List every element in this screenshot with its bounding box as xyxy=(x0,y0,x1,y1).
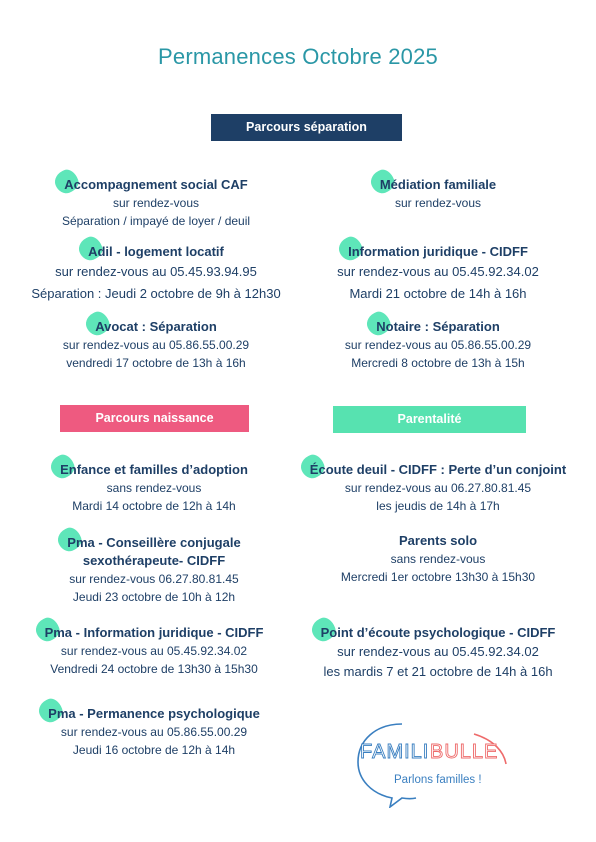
entry-detail: sur rendez-vous au 05.45.92.34.02 xyxy=(337,264,539,279)
entry-pma-info-juridique xyxy=(14,624,294,678)
familibulle-logo xyxy=(354,718,524,808)
entry-title: Parents solo xyxy=(398,533,478,548)
section-header-parentalite: Parentalité xyxy=(333,406,526,433)
entry-detail: Mardi 21 octobre de 14h à 16h xyxy=(349,286,527,301)
entry-detail: vendredi 17 octobre de 13h à 16h xyxy=(66,356,246,370)
entry-title: Pma - Permanence psychologique xyxy=(48,706,260,721)
entry-title: Information juridique - CIDFF xyxy=(348,244,528,259)
entry-title-line2: sexothérapeute- CIDFF xyxy=(82,553,226,568)
entry-caf xyxy=(16,176,296,230)
entry-ecoute-deuil xyxy=(292,461,584,515)
entry-detail: Vendredi 24 octobre de 13h30 à 15h30 xyxy=(50,662,258,676)
entry-detail: Mercredi 1er octobre 13h30 à 15h30 xyxy=(340,570,536,584)
entry-detail: Mardi 14 octobre de 12h à 14h xyxy=(72,499,236,513)
entry-pma-conseillere xyxy=(14,534,294,606)
entry-title: Point d’écoute psychologique - CIDFF xyxy=(320,625,556,640)
entry-point-ecoute xyxy=(292,624,584,682)
speech-bubble-icon xyxy=(354,718,524,808)
entry-title: Adil - logement locatif xyxy=(88,244,224,259)
entry-detail: sur rendez-vous au 05.45.93.94.95 xyxy=(55,264,257,279)
entry-title: Écoute deuil - CIDFF : Perte d’un conjoint xyxy=(309,462,567,477)
entry-detail: Séparation : Jeudi 2 octobre de 9h à 12h30 xyxy=(31,286,281,301)
entry-adil xyxy=(16,243,296,305)
entry-detail: les mardis 7 et 21 octobre de 14h à 16h xyxy=(323,664,553,679)
entry-detail: sur rendez-vous xyxy=(112,196,200,210)
entry-title: Enfance et familles d’adoption xyxy=(60,462,248,477)
entry-detail: sans rendez-vous xyxy=(106,481,202,495)
entry-detail: sur rendez-vous 06.27.80.81.45 xyxy=(69,572,239,586)
entry-title: Avocat : Séparation xyxy=(95,319,217,334)
entry-detail: sur rendez-vous au 05.86.55.00.29 xyxy=(344,338,532,352)
entry-pma-psychologique xyxy=(14,705,294,759)
entry-detail: sans rendez-vous xyxy=(390,552,486,566)
entry-title: Pma - Conseillère conjugale xyxy=(67,535,241,550)
entry-title: Médiation familiale xyxy=(379,177,497,192)
entry-mediation xyxy=(298,176,578,212)
entry-detail: sur rendez-vous au 05.45.92.34.02 xyxy=(337,644,539,659)
entry-adoption xyxy=(14,461,294,515)
entry-avocat xyxy=(16,318,296,372)
entry-detail: les jeudis de 14h à 17h xyxy=(376,499,500,513)
entry-info-juridique xyxy=(298,243,578,305)
entry-detail: sur rendez-vous au 05.86.55.00.29 xyxy=(62,338,250,352)
entry-detail: sur rendez-vous au 05.45.92.34.02 xyxy=(60,644,248,658)
logo-word-bulle: BULLE xyxy=(430,741,499,763)
entry-parents-solo xyxy=(292,532,584,586)
entry-detail: Séparation / impayé de loyer / deuil xyxy=(61,214,251,228)
entry-detail: sur rendez-vous xyxy=(394,196,482,210)
section-header-naissance: Parcours naissance xyxy=(60,405,249,432)
entry-detail: Mercredi 8 octobre de 13h à 15h xyxy=(351,356,525,370)
entry-detail: Jeudi 16 octobre de 12h à 14h xyxy=(72,743,236,757)
entry-detail: Jeudi 23 octobre de 10h à 12h xyxy=(72,590,236,604)
section-header-separation: Parcours séparation xyxy=(211,114,402,141)
logo-tagline: Parlons familles ! xyxy=(394,774,482,786)
entry-detail: sur rendez-vous au 05.86.55.00.29 xyxy=(60,725,248,739)
logo-word-famili: FAMILI xyxy=(360,741,430,763)
entry-title: Notaire : Séparation xyxy=(376,319,500,334)
entry-detail: sur rendez-vous au 06.27.80.81.45 xyxy=(344,481,532,495)
entry-title: Accompagnement social CAF xyxy=(64,177,248,192)
entry-title: Pma - Information juridique - CIDFF xyxy=(44,625,264,640)
entry-notaire xyxy=(298,318,578,372)
page-title: Permanences Octobre 2025 xyxy=(158,44,438,69)
